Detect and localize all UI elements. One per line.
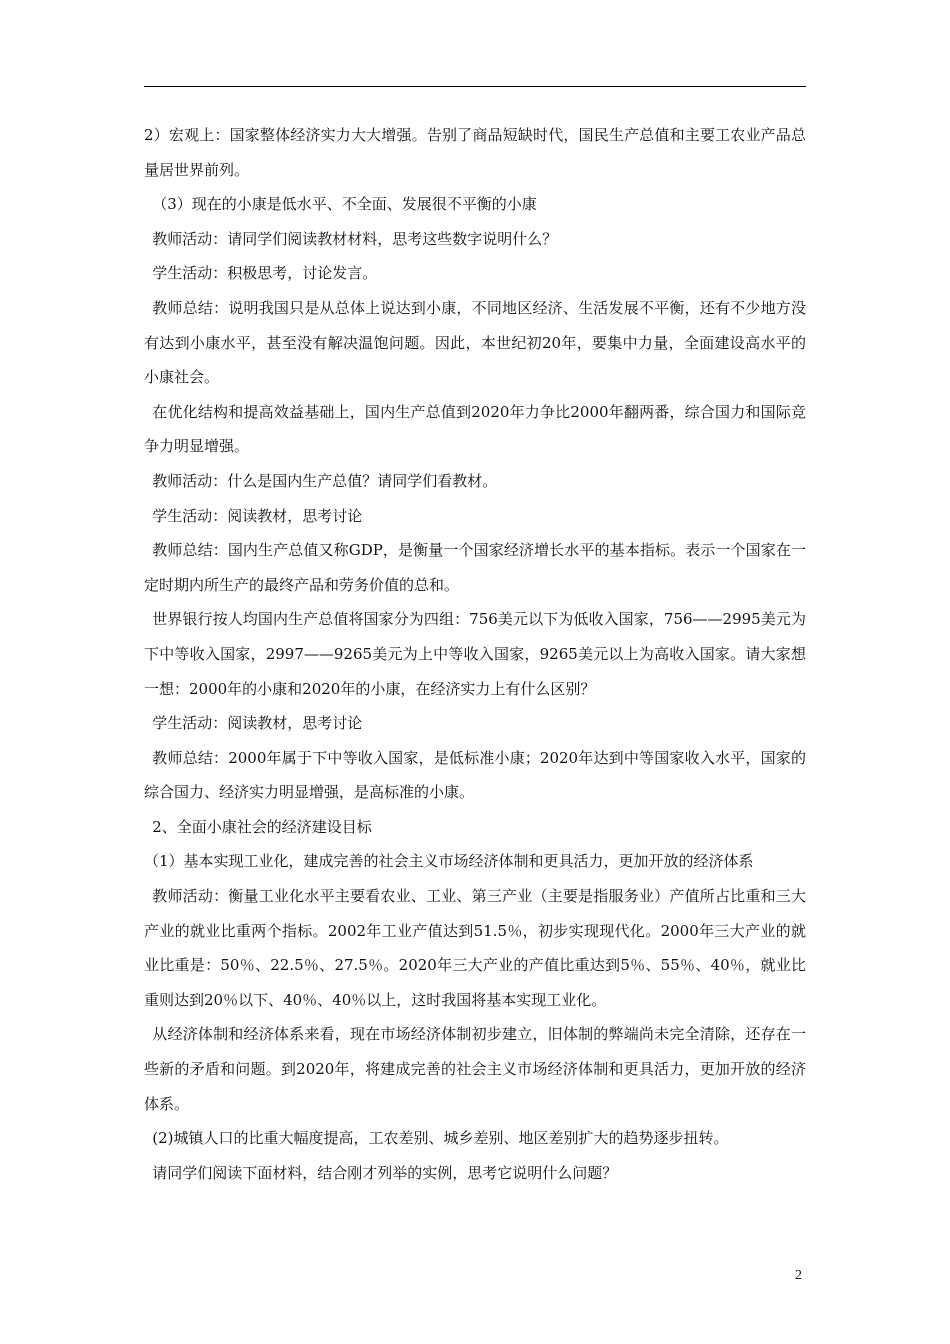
paragraph: 教师活动：什么是国内生产总值？请同学们看教材。 — [152, 471, 498, 490]
paragraph: 在优化结构和提高效益基础上，国内生产总值到2020年力争比2000年翻两番，综合国力和国际竞争力明显增强。 — [144, 402, 806, 456]
paragraph: 从经济体制和经济体系来看，现在市场经济体制初步建立，旧体制的弊端尚未完全清除，还存在一些新的矛盾和问题。到2020年，将建成完善的社会主义市场经济体制和更具活力，更加开放的经济体系。 — [144, 1025, 806, 1113]
paragraph: 学生活动：积极思考，讨论发言。 — [152, 264, 378, 283]
paragraph: 教师活动：衡量工业化水平主要看农业、工业、第三产业（主要是指服务业）产值所占比重和三大产业的就业比重两个指标。2002年工业产值达到51.5％，初步实现现代化。2000年三大产业的就业比重是：50％、22.5％、27.5％。2020年三大产业的产值比重达到5％、55％、40％，就业比重则达到20％以下、40％、40％以上，这时我国将基本实现工业化。 — [144, 887, 806, 1009]
paragraph: 2）宏观上：国家整体经济实力大大增强。告别了商品短缺时代，国民生产总值和主要工农业产品总量居世界前列。 — [144, 126, 806, 179]
paragraph: (2)城镇人口的比重大幅度提高，工农差别、城乡差别、地区差别扩大的趋势逐步扭转。 — [152, 1129, 729, 1148]
page-number: 2 — [795, 1268, 802, 1283]
header-rule — [144, 86, 806, 87]
page-body — [144, 118, 806, 1190]
paragraph: 请同学们阅读下面材料，结合刚才列举的实例，思考它说明什么问题？ — [152, 1163, 618, 1182]
paragraph: （1）基本实现工业化，建成完善的社会主义市场经济体制和更具活力，更加开放的经济体系 — [144, 852, 754, 871]
paragraph: 教师总结：说明我国只是从总体上说达到小康，不同地区经济、生活发展不平衡，还有不少地方没有达到小康水平，甚至没有解决温饱问题。因此，本世纪初20年，要集中力量，全面建设高水平的小康社会。 — [144, 298, 806, 387]
paragraph: 教师总结：2000年属于下中等收入国家，是低标准小康；2020年达到中等国家收入水平，国家的综合国力、经济实力明显增强，是高标准的小康。 — [144, 748, 806, 802]
paragraph: 学生活动：阅读教材，思考讨论 — [152, 714, 363, 733]
paragraph: 教师活动：请同学们阅读教材材料，思考这些数字说明什么？ — [152, 229, 558, 248]
paragraph: 世界银行按人均国内生产总值将国家分为四组：756美元以下为低收入国家，756——2995美元为下中等收入国家，2997——9265美元为上中等收入国家，9265美元以上为高收入国家。请大家想一想：2000年的小康和2020年的小康，在经济实力上有什么区别？ — [144, 610, 806, 698]
paragraph: 2、全面小康社会的经济建设目标 — [152, 817, 372, 836]
paragraph: 学生活动：阅读教材，思考讨论 — [152, 506, 363, 525]
paragraph: （3）现在的小康是低水平、不全面、发展很不平衡的小康 — [152, 195, 537, 214]
paragraph: 教师总结：国内生产总值又称GDP，是衡量一个国家经济增长水平的基本指标。表示一个国家在一定时期内所生产的最终产品和劳务价值的总和。 — [144, 541, 806, 594]
